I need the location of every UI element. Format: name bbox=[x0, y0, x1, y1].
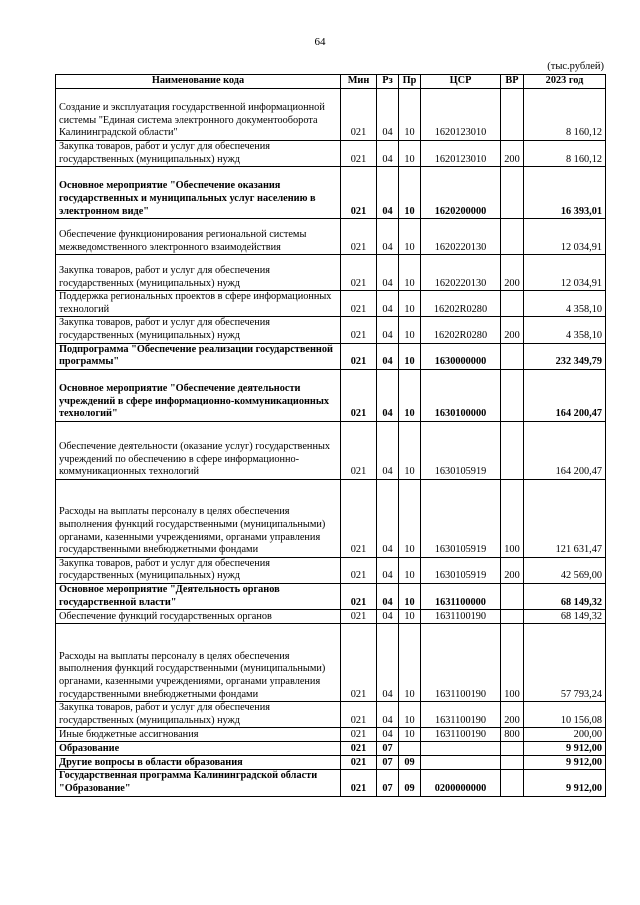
cell-sum: 57 793,24 bbox=[524, 624, 606, 702]
cell-pr: 10 bbox=[399, 421, 421, 479]
cell-rz: 04 bbox=[377, 141, 399, 167]
table-row bbox=[56, 770, 606, 796]
cell-csr: 1631100000 bbox=[421, 583, 501, 609]
cell-rz: 04 bbox=[377, 343, 399, 369]
cell-min: 021 bbox=[341, 291, 377, 317]
table-row bbox=[56, 624, 606, 702]
cell-sum: 16 393,01 bbox=[524, 167, 606, 219]
cell-vr: 800 bbox=[501, 728, 524, 742]
cell-pr bbox=[399, 742, 421, 756]
cell-vr: 200 bbox=[501, 141, 524, 167]
cell-pr: 10 bbox=[399, 557, 421, 583]
cell-pr: 10 bbox=[399, 479, 421, 557]
cell-rz: 04 bbox=[377, 557, 399, 583]
cell-name: Другие вопросы в области образования bbox=[56, 756, 341, 770]
cell-min: 021 bbox=[341, 557, 377, 583]
cell-min: 021 bbox=[341, 583, 377, 609]
cell-vr bbox=[501, 770, 524, 796]
cell-min: 021 bbox=[341, 141, 377, 167]
table-row bbox=[56, 141, 606, 167]
cell-name: Закупка товаров, работ и услуг для обеспечения государственных (муниципальных) нужд bbox=[56, 317, 341, 343]
cell-vr bbox=[501, 369, 524, 421]
cell-csr: 1630105919 bbox=[421, 557, 501, 583]
cell-min: 021 bbox=[341, 770, 377, 796]
cell-min: 021 bbox=[341, 702, 377, 728]
cell-sum: 8 160,12 bbox=[524, 141, 606, 167]
cell-sum: 200,00 bbox=[524, 728, 606, 742]
header-pr: Пр bbox=[399, 75, 421, 89]
cell-vr bbox=[501, 343, 524, 369]
cell-sum: 9 912,00 bbox=[524, 756, 606, 770]
cell-sum: 121 631,47 bbox=[524, 479, 606, 557]
table-row bbox=[56, 255, 606, 291]
cell-vr bbox=[501, 742, 524, 756]
cell-min: 021 bbox=[341, 742, 377, 756]
cell-vr bbox=[501, 583, 524, 609]
cell-csr: 1620220130 bbox=[421, 255, 501, 291]
cell-rz: 04 bbox=[377, 255, 399, 291]
cell-pr: 10 bbox=[399, 610, 421, 624]
cell-name: Закупка товаров, работ и услуг для обеспечения государственных (муниципальных) нужд bbox=[56, 702, 341, 728]
table-row bbox=[56, 742, 606, 756]
cell-min: 021 bbox=[341, 369, 377, 421]
budget-table bbox=[55, 74, 606, 797]
cell-rz: 04 bbox=[377, 317, 399, 343]
cell-name: Обеспечение функций государственных органов bbox=[56, 610, 341, 624]
cell-csr: 1620123010 bbox=[421, 141, 501, 167]
cell-rz: 04 bbox=[377, 291, 399, 317]
cell-name: Основное мероприятие "Обеспечение деятельности учреждений в сфере информационно-коммуникационных технологий" bbox=[56, 369, 341, 421]
cell-pr: 09 bbox=[399, 756, 421, 770]
cell-rz: 04 bbox=[377, 728, 399, 742]
cell-vr: 200 bbox=[501, 317, 524, 343]
cell-name: Образование bbox=[56, 742, 341, 756]
cell-vr: 100 bbox=[501, 624, 524, 702]
table-row bbox=[56, 557, 606, 583]
cell-min: 021 bbox=[341, 89, 377, 141]
cell-pr: 10 bbox=[399, 167, 421, 219]
header-vr: ВР bbox=[501, 75, 524, 89]
cell-name: Расходы на выплаты персоналу в целях обеспечения выполнения функций государственными (муниципальными) органами, казенными учреждениями, органами управления государственными внебюджетными фондами bbox=[56, 624, 341, 702]
cell-vr bbox=[501, 291, 524, 317]
cell-name: Создание и эксплуатация государственной информационной системы "Единая система электронного документооборота Калининградской области" bbox=[56, 89, 341, 141]
cell-pr: 10 bbox=[399, 624, 421, 702]
cell-name: Закупка товаров, работ и услуг для обеспечения государственных (муниципальных) нужд bbox=[56, 255, 341, 291]
cell-min: 021 bbox=[341, 219, 377, 255]
cell-vr bbox=[501, 756, 524, 770]
cell-csr: 1631100190 bbox=[421, 728, 501, 742]
cell-csr: 1630000000 bbox=[421, 343, 501, 369]
cell-name: Обеспечение деятельности (оказание услуг) государственных учреждений по обеспечению в сфере информационно-коммуникационных технологий bbox=[56, 421, 341, 479]
table-row bbox=[56, 479, 606, 557]
cell-pr: 09 bbox=[399, 770, 421, 796]
table-header-row bbox=[56, 75, 606, 89]
cell-name: Расходы на выплаты персоналу в целях обеспечения выполнения функций государственными (муниципальными) органами, казенными учреждениями, органами управления государственными внебюджетными фондами bbox=[56, 479, 341, 557]
cell-vr bbox=[501, 167, 524, 219]
table-row bbox=[56, 421, 606, 479]
cell-min: 021 bbox=[341, 167, 377, 219]
page-number: 64 bbox=[314, 36, 326, 48]
cell-pr: 10 bbox=[399, 219, 421, 255]
cell-sum: 164 200,47 bbox=[524, 369, 606, 421]
cell-min: 021 bbox=[341, 728, 377, 742]
cell-sum: 12 034,91 bbox=[524, 219, 606, 255]
cell-min: 021 bbox=[341, 610, 377, 624]
cell-vr bbox=[501, 89, 524, 141]
cell-name: Государственная программа Калининградской области "Образование" bbox=[56, 770, 341, 796]
cell-name: Основное мероприятие "Деятельность органов государственной власти" bbox=[56, 583, 341, 609]
cell-rz: 04 bbox=[377, 219, 399, 255]
cell-csr: 1631100190 bbox=[421, 702, 501, 728]
cell-min: 021 bbox=[341, 421, 377, 479]
header-name: Наименование кода bbox=[56, 75, 341, 89]
cell-min: 021 bbox=[341, 756, 377, 770]
cell-csr: 1620200000 bbox=[421, 167, 501, 219]
cell-rz: 07 bbox=[377, 770, 399, 796]
cell-csr: 1631100190 bbox=[421, 624, 501, 702]
table-row bbox=[56, 219, 606, 255]
cell-rz: 07 bbox=[377, 742, 399, 756]
cell-rz: 04 bbox=[377, 421, 399, 479]
cell-csr: 16202R0280 bbox=[421, 317, 501, 343]
table-row bbox=[56, 369, 606, 421]
cell-name: Основное мероприятие "Обеспечение оказания государственных и муниципальных услуг населению в электронном виде" bbox=[56, 167, 341, 219]
cell-csr bbox=[421, 742, 501, 756]
cell-sum: 4 358,10 bbox=[524, 291, 606, 317]
table-row bbox=[56, 702, 606, 728]
cell-rz: 04 bbox=[377, 583, 399, 609]
cell-vr bbox=[501, 219, 524, 255]
cell-name: Закупка товаров, работ и услуг для обеспечения государственных (муниципальных) нужд bbox=[56, 141, 341, 167]
cell-sum: 232 349,79 bbox=[524, 343, 606, 369]
cell-name: Подпрограмма "Обеспечение реализации государственной программы" bbox=[56, 343, 341, 369]
cell-sum: 8 160,12 bbox=[524, 89, 606, 141]
cell-min: 021 bbox=[341, 317, 377, 343]
cell-name: Закупка товаров, работ и услуг для обеспечения государственных (муниципальных) нужд bbox=[56, 557, 341, 583]
cell-sum: 9 912,00 bbox=[524, 742, 606, 756]
cell-csr: 1630105919 bbox=[421, 421, 501, 479]
table-row bbox=[56, 167, 606, 219]
cell-sum: 68 149,32 bbox=[524, 610, 606, 624]
cell-rz: 04 bbox=[377, 610, 399, 624]
header-min: Мин bbox=[341, 75, 377, 89]
cell-vr: 200 bbox=[501, 255, 524, 291]
table-row bbox=[56, 756, 606, 770]
cell-pr: 10 bbox=[399, 583, 421, 609]
cell-sum: 164 200,47 bbox=[524, 421, 606, 479]
cell-pr: 10 bbox=[399, 317, 421, 343]
cell-csr bbox=[421, 756, 501, 770]
cell-name: Поддержка региональных проектов в сфере информационных технологий bbox=[56, 291, 341, 317]
cell-csr: 0200000000 bbox=[421, 770, 501, 796]
cell-sum: 12 034,91 bbox=[524, 255, 606, 291]
table-row bbox=[56, 343, 606, 369]
cell-pr: 10 bbox=[399, 291, 421, 317]
cell-pr: 10 bbox=[399, 702, 421, 728]
table-row bbox=[56, 317, 606, 343]
cell-name: Обеспечение функционирования региональной системы межведомственного электронного взаимодействия bbox=[56, 219, 341, 255]
cell-pr: 10 bbox=[399, 728, 421, 742]
cell-rz: 04 bbox=[377, 624, 399, 702]
cell-min: 021 bbox=[341, 255, 377, 291]
cell-vr: 200 bbox=[501, 702, 524, 728]
cell-vr: 100 bbox=[501, 479, 524, 557]
header-csr: ЦСР bbox=[421, 75, 501, 89]
cell-sum: 68 149,32 bbox=[524, 583, 606, 609]
cell-csr: 16202R0280 bbox=[421, 291, 501, 317]
cell-sum: 10 156,08 bbox=[524, 702, 606, 728]
cell-vr bbox=[501, 610, 524, 624]
cell-csr: 1630105919 bbox=[421, 479, 501, 557]
cell-sum: 42 569,00 bbox=[524, 557, 606, 583]
cell-csr: 1630100000 bbox=[421, 369, 501, 421]
table-row bbox=[56, 583, 606, 609]
cell-rz: 04 bbox=[377, 702, 399, 728]
cell-rz: 07 bbox=[377, 756, 399, 770]
cell-csr: 1620123010 bbox=[421, 89, 501, 141]
cell-csr: 1620220130 bbox=[421, 219, 501, 255]
cell-pr: 10 bbox=[399, 255, 421, 291]
cell-min: 021 bbox=[341, 343, 377, 369]
cell-vr: 200 bbox=[501, 557, 524, 583]
table-row bbox=[56, 610, 606, 624]
table-row bbox=[56, 89, 606, 141]
cell-pr: 10 bbox=[399, 89, 421, 141]
cell-rz: 04 bbox=[377, 167, 399, 219]
cell-min: 021 bbox=[341, 479, 377, 557]
table-row bbox=[56, 728, 606, 742]
cell-csr: 1631100190 bbox=[421, 610, 501, 624]
cell-rz: 04 bbox=[377, 479, 399, 557]
cell-pr: 10 bbox=[399, 369, 421, 421]
header-rz: Рз bbox=[377, 75, 399, 89]
cell-name: Иные бюджетные ассигнования bbox=[56, 728, 341, 742]
cell-rz: 04 bbox=[377, 369, 399, 421]
cell-sum: 4 358,10 bbox=[524, 317, 606, 343]
table-body bbox=[56, 89, 606, 797]
cell-pr: 10 bbox=[399, 141, 421, 167]
cell-rz: 04 bbox=[377, 89, 399, 141]
cell-pr: 10 bbox=[399, 343, 421, 369]
table-row bbox=[56, 291, 606, 317]
cell-sum: 9 912,00 bbox=[524, 770, 606, 796]
cell-min: 021 bbox=[341, 624, 377, 702]
units-label: (тыс.рублей) bbox=[547, 61, 604, 72]
cell-vr bbox=[501, 421, 524, 479]
header-sum: 2023 год bbox=[524, 75, 606, 89]
